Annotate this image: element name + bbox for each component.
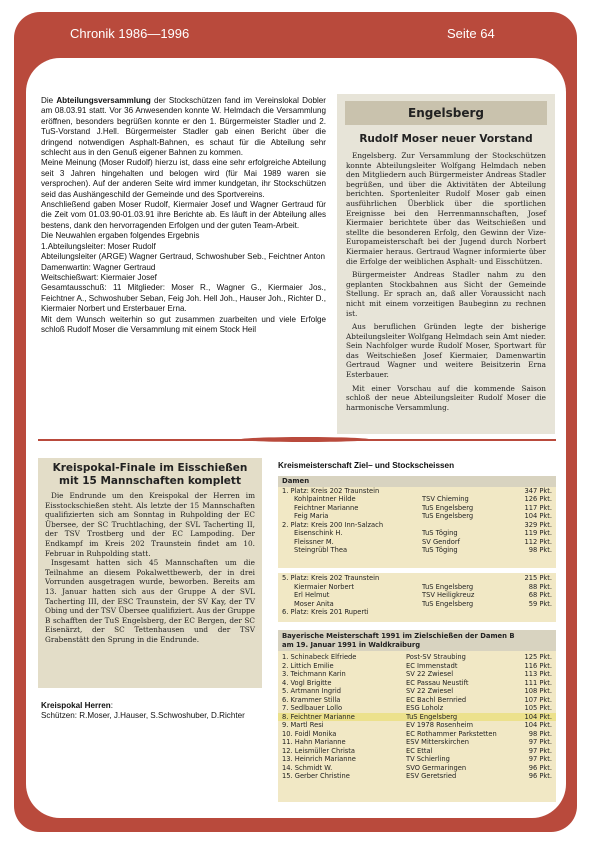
result-row — [278, 495, 556, 504]
clipping-paragraph: Mit einer Vorschau auf die kommende Saison schloß der neue Abteilungsleiter Rudolf Moser die harmonische Versammlung. — [346, 383, 546, 412]
report-paragraph: Mit dem Wunsch weiterhin so gut zusammen zuarbeiten und viele Erfolge schloß Rudolf Moser die Versammlung mit einem Stock Heil — [41, 314, 326, 334]
result-name: 15. Gerber Christine — [282, 772, 350, 780]
result-club: TSV Heiligkreuz — [422, 591, 475, 599]
result-row — [278, 591, 556, 600]
result-row — [278, 529, 556, 538]
result-points: 96 Pkt. — [528, 763, 552, 772]
result-row — [278, 538, 556, 547]
result-club: Post-SV Straubing — [406, 653, 466, 661]
result-points: 98 Pkt. — [528, 729, 552, 738]
results-table — [278, 651, 556, 781]
result-club: EC Rothammer Parkstetten — [406, 729, 497, 738]
result-points: 105 Pkt. — [524, 704, 552, 712]
result-row — [278, 679, 556, 688]
bavarian-title-line: Bayerische Meisterschaft 1991 im Zielschießen der Damen B — [282, 632, 515, 640]
report-paragraph: 1.Abteilungsleiter: Moser Rudolf — [41, 241, 156, 251]
clipping-headline: Rudolf Moser neuer Vorstand — [359, 133, 533, 145]
result-row — [278, 696, 556, 705]
result-name: 6. Krammer Stilla — [282, 695, 341, 704]
report-paragraph: Damenwartin: Wagner Gertraud — [41, 262, 156, 272]
result-name: Steingrübl Thea — [294, 546, 348, 554]
result-club: EC Bachl Bernried — [406, 695, 467, 704]
headline-line: mit 15 Mannschaften komplett — [59, 474, 241, 487]
result-name: Kiermaier Norbert — [294, 582, 355, 591]
result-row — [278, 764, 556, 773]
result-points: 104 Pkt. — [524, 512, 552, 520]
result-club: EC Immenstadt — [406, 661, 458, 670]
result-row — [278, 583, 556, 592]
report-paragraph: Meine Meinung (Moser Rudolf) hierzu ist, dass eine sehr erfolgreiche Abteilung seit 3 Jahren hingehalten und belogen wird (für Mai 1989 waren sie versprochen). Auf der anderen Seite wird immer kundgetan, ihr Stockschützen seid das Aushängeschild der Gemeinde und des Sportvereins. — [41, 158, 326, 199]
result-name: Moser Anita — [294, 599, 334, 608]
result-name: Kohlpaintner Hilde — [294, 495, 356, 503]
result-points: 97 Pkt. — [528, 746, 552, 755]
result-row — [278, 662, 556, 671]
result-name: Feichtner Marianne — [294, 503, 359, 512]
result-name: 11. Hahn Marianne — [282, 738, 346, 746]
result-points: 111 Pkt. — [524, 678, 552, 687]
report-paragraph: Weitschießwart: Kiermaier Josef — [41, 272, 157, 282]
clipping-paragraph: Bürgermeister Andreas Stadler nahm zu den geplanten Stockbahnen aus Sicht der Gemeinde Stellung. Er sprach an, daß aller Voraussicht nach nicht mit einem vorzeitigen Baubeginn zu rechnen ist. — [346, 270, 546, 318]
newspaper-clipping-kreispokal — [38, 458, 262, 688]
clipping-headline — [38, 462, 262, 487]
result-points: 59 Pkt. — [528, 599, 552, 608]
result-name: 10. Foidl Monika — [282, 729, 337, 738]
result-club — [422, 608, 517, 617]
report-text: Die — [41, 96, 57, 105]
result-club: EC Passau Neustift — [406, 678, 469, 687]
kreispokal-heading: Kreispokal Herren — [41, 701, 111, 710]
result-row — [278, 574, 556, 583]
result-points: 329 Pkt. — [524, 520, 552, 529]
clipping-body — [346, 151, 546, 412]
result-club: TuS Engelsberg — [422, 599, 474, 608]
results-box-damen — [278, 476, 556, 568]
result-club: ESV Mitterskirchen — [406, 738, 469, 746]
clipping-body — [45, 491, 255, 645]
report-paragraph: Die Neuwahlen ergaben folgendes Ergebnis — [41, 231, 200, 241]
result-row — [278, 747, 556, 756]
result-club — [422, 574, 517, 583]
result-points: 126 Pkt. — [524, 495, 552, 503]
result-club: ESV Geretsried — [406, 772, 457, 780]
report-paragraph: Abteilungsleiter (ARGE) Wagner Gertraud, Schwoshuber Seb., Feichtner Anton — [41, 252, 326, 262]
result-name: Feig Maria — [294, 512, 329, 520]
result-points: 125 Pkt. — [524, 653, 552, 661]
result-points: 96 Pkt. — [528, 772, 552, 780]
result-club: SV 22 Zwiesel — [406, 687, 454, 695]
result-name: 3. Teichmann Karin — [282, 670, 346, 678]
result-points: 104 Pkt. — [524, 721, 552, 729]
result-club: SV 22 Zwiesel — [406, 670, 454, 678]
result-points: 107 Pkt. — [524, 695, 552, 704]
result-name: 1. Platz: Kreis 202 Traunstein — [282, 486, 380, 495]
clipping-paragraph: Die Endrunde um den Kreispokal der Herren im Eisstockschießen steht. Als letzte der 15 Mannschaften qualifizierten sich am Sonntag in Ruhpolding der EC Übersee, der SC Truchtlaching, der SVL Tacherting II, der TSV Trostberg und der EC Lampoding. Der Endkampf im Kreis 202 Traunstein findet am 10. Februar in Ruhpolding statt. — [45, 491, 255, 558]
result-name: 2. Littich Emilie — [282, 661, 334, 670]
page-number: Seite 64 — [447, 26, 495, 41]
result-row — [278, 487, 556, 496]
result-name: 1. Schinabeck Elfriede — [282, 653, 357, 661]
result-club: TuS Engelsberg — [406, 712, 458, 721]
result-row — [278, 713, 556, 722]
result-club: TuS Töging — [422, 529, 458, 537]
result-name: 2. Platz: Kreis 200 Inn-Salzach — [282, 520, 384, 529]
result-club: TSV Chieming — [422, 495, 469, 503]
result-points: 119 Pkt. — [524, 529, 552, 537]
result-points: 68 Pkt. — [528, 591, 552, 599]
result-name: 14. Schmidt W. — [282, 763, 333, 772]
result-points: 113 Pkt. — [524, 670, 552, 678]
divider-ornament — [240, 437, 370, 442]
result-points: 97 Pkt. — [528, 755, 552, 763]
kreispokal-note — [41, 701, 251, 722]
result-points: 347 Pkt. — [524, 486, 552, 495]
result-name: 4. Vogl Brigitte — [282, 678, 332, 687]
result-points: 88 Pkt. — [528, 582, 552, 591]
result-row — [278, 687, 556, 696]
report-paragraph: Gesamtausschuß: 11 Mitglieder: Moser R., Wagner G., Kiermaier Jos., Feichtner A., Schwoshuber Seban, Feig Joh. Hell Joh., Hauser Joh., Richter D., Kiermaier Norbert und Ersterbauer Erna. — [41, 283, 326, 314]
result-name: 13. Heinrich Marianne — [282, 755, 356, 763]
clipping-paragraph: Engelsberg. Zur Versammlung der Stockschützen konnte Abteilungsleiter Wolfgang Helmdach neben den Mitgliedern auch Bürgermeister Andreas Stadler begrüßen, und über die Aktivitäten der Abteilung berichten. Sportenleiter Rudolf Moser gab einen ausführlichen Überblick über die sportlichen Ereignisse bei den Herrenmannschaften, Josef Kiermaier berichtete über das Weitschießen und stellte die besonderen Erfolg, den Gewinn der Vize-Europameisterschaft bei der Jugend durch Norbert Kiermaier heraus. Gertraud Wagner informierte über die Erfolge der weiblichen Asphalt- und Eisschützen. — [346, 151, 546, 266]
result-club: TuS Töging — [422, 546, 458, 554]
result-name: Erl Helmut — [294, 591, 330, 599]
result-points: 116 Pkt. — [524, 661, 552, 670]
kreispokal-shooters: Schützen: R.Moser, J.Hauser, S.Schwoshuber, D.Richter — [41, 711, 245, 721]
result-row — [278, 755, 556, 764]
result-row — [278, 730, 556, 739]
meeting-report — [41, 96, 326, 335]
result-club — [422, 521, 517, 530]
result-row — [278, 512, 556, 521]
result-club: EV 1978 Rosenheim — [406, 721, 474, 729]
result-row — [278, 721, 556, 730]
result-row — [278, 670, 556, 679]
result-club: TV Schierling — [406, 755, 450, 763]
results-caption: Damen — [278, 476, 556, 487]
result-club: SV Gendorf — [422, 537, 460, 546]
result-points: 117 Pkt. — [524, 503, 552, 512]
result-row — [278, 653, 556, 662]
chronicle-title: Chronik 1986—1996 — [70, 26, 190, 41]
result-name: Eisenschink H. — [294, 529, 343, 537]
result-points: 104 Pkt. — [524, 712, 552, 721]
result-name: 5. Platz: Kreis 202 Traunstein — [282, 574, 380, 582]
result-points: 215 Pkt. — [524, 574, 552, 582]
results-table — [278, 487, 556, 555]
clipping-banner: Engelsberg — [345, 101, 547, 125]
headline-line: Kreispokal-Finale im Eisschießen — [52, 462, 248, 474]
report-text: der Stockschützen fand im Vereinslokal Dobler am 08.03.91 statt. Vor 36 Anwesenden konnte W. Helmdach die Versammlung eröffnen, besonders begrüßen konnte er den 1. Bürgermeister Stadler und 2. TuS-Vorstand J.Hell. Bürgermeister Stadler gab einen Bericht über die dringend notwendigen Asphalt-Bahnen, es schaut für die Abteilung sehr schlecht aus in den Genuß eigener Bahnen zu kommen. — [41, 96, 326, 158]
result-row — [278, 608, 556, 617]
result-row — [278, 504, 556, 513]
result-club: TuS Engelsberg — [422, 582, 474, 591]
result-name: 6. Platz: Kreis 201 Ruperti — [282, 608, 369, 616]
result-club: EC Ettal — [406, 746, 433, 755]
report-paragraph — [41, 96, 326, 158]
report-keyword: Abteilungsversammlung — [56, 96, 151, 105]
kreispokal-colon: : — [110, 701, 113, 710]
result-name: 8. Feichtner Marianne — [282, 712, 355, 721]
bavarian-title-line: am 19. Januar 1991 in Waldkraiburg — [282, 640, 421, 649]
result-points: 98 Pkt. — [528, 546, 552, 554]
result-row — [278, 738, 556, 747]
result-name: 5. Artmann Ingrid — [282, 687, 341, 695]
result-row — [278, 772, 556, 781]
results-title: Kreismeisterschaft Ziel– und Stockscheissen — [278, 461, 455, 470]
result-club: TuS Engelsberg — [422, 503, 474, 512]
result-club: SVO Germaringen — [406, 763, 467, 772]
result-club: ESG Loholz — [406, 704, 444, 712]
bavarian-title — [278, 630, 556, 651]
result-points: 108 Pkt. — [524, 687, 552, 695]
result-points: 97 Pkt. — [528, 738, 552, 746]
clipping-paragraph: Insgesamt hatten sich 45 Mannschaften um die Teilnahme an diesem Pokalwettbewerb, der in drei Vorrunden ausgetragen wurde, beworben. Bereits am 13. Januar hatten sich aus der Gruppe A der SVL Tacherting III, der ESC Traunstein, der SV Kay, der TV Obing und der TSV Übersee qualifiziert. Aus der Gruppe B schafften der TuS Engelsberg, der EC Bergen, der SC Eisenärzt, der SC Tettenhausen und der TSV Grabenstätt den Sprung in die Endrunde. — [45, 558, 255, 644]
result-name: Fleissner M. — [294, 537, 334, 546]
result-name: 9. Martl Resi — [282, 721, 324, 729]
result-row — [278, 521, 556, 530]
newspaper-clipping-engelsberg — [337, 94, 555, 434]
results-table — [278, 573, 556, 617]
result-club — [422, 487, 517, 496]
result-points — [517, 608, 556, 617]
result-club: TuS Engelsberg — [422, 512, 474, 520]
result-name: 7. Sedlbauer Lollo — [282, 704, 343, 712]
result-points: 112 Pkt. — [524, 537, 552, 546]
result-row — [278, 600, 556, 609]
clipping-paragraph: Aus beruflichen Gründen legte der bisherige Abteilungsleiter Wolfgang Helmdach sein Amt nieder. Sein Nachfolger wurde Rudolf Moser, Sportwart für das Weitschießen Josef Kiermaier, Damenwartin Gertraud Wagner und weitere Beisitzerin Erna Esterbauer. — [346, 322, 546, 380]
results-box-traunstein — [278, 573, 556, 622]
results-box-bayerische — [278, 630, 556, 802]
result-row — [278, 704, 556, 713]
report-paragraph: Anschließend gaben Moser Rudolf, Kiermaier Josef und Wagner Gertraud für die Zeit vom 01.03.90-01.03.91 ihre Berichte ab. Es läuft in der Abteilung alles bestens, dank den hervorragenden Erfolgen und der guten Team-Arbeit. — [41, 200, 326, 230]
result-name: 12. Leismüller Christa — [282, 746, 356, 755]
result-row — [278, 546, 556, 555]
